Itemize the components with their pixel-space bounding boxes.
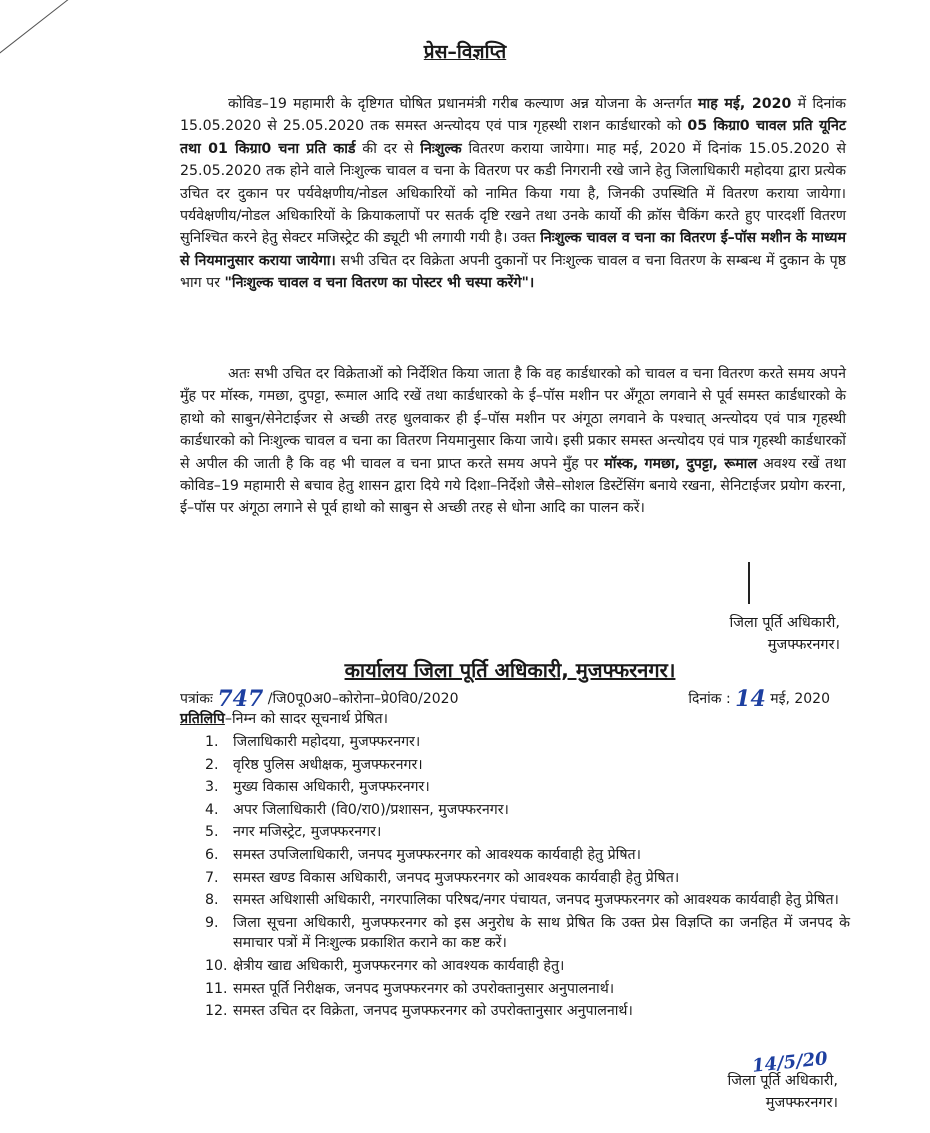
signature-block-1 — [690, 612, 840, 656]
list-item — [205, 913, 850, 954]
text-run: में दिनांक 15.05.2020 से 25.05.2020 तक समस्त अन्त्योदय एवं पात्र गृहस्थी राशन कार्डधारको को — [180, 96, 846, 135]
list-number: 3. — [205, 779, 219, 796]
list-number: 5. — [205, 824, 219, 841]
bold-text-run: निःशुल्क चावल व चना का वितरण ई–पॉस मशीन के माध्यम से नियमानुसार कराया जायेगा। — [180, 230, 846, 269]
date-handwritten-day: 14 — [735, 686, 766, 712]
copy-to-rest: –निम्न को सादर सूचनार्थ प्रेषित। — [224, 711, 389, 727]
list-item-text: मुख्य विकास अधिकारी, मुजफ्फरनगर। — [233, 779, 430, 796]
ref-prefix: पत्रांकः — [180, 691, 213, 707]
list-item — [205, 755, 850, 776]
signature-2-designation: जिला पूर्ति अधिकारी, — [727, 1073, 838, 1089]
signature-2-place: मुजफ्फरनगर। — [765, 1095, 838, 1111]
list-item — [205, 845, 850, 866]
list-number: 12. — [205, 1003, 228, 1020]
list-item — [205, 777, 850, 798]
office-heading: कार्यालय जिला पूर्ति अधिकारी, मुजफ्फरनगर। — [344, 658, 676, 682]
list-number: 7. — [205, 869, 219, 886]
list-item — [205, 1001, 850, 1022]
bold-text-run: "निःशुल्क चावल व चना वितरण का पोस्टर भी चस्पा करेंगे"। — [224, 275, 535, 292]
list-item-text: वृरिष्ठ पुलिस अधीक्षक, मुजफ्फरनगर। — [233, 756, 423, 773]
paragraph-1 — [180, 93, 846, 295]
list-number: 6. — [205, 846, 219, 863]
text-run: कोविड–19 महामारी के दृष्टिगत घोषित प्रधानमंत्री गरीब कल्याण अन्न योजना के अन्तर्गत — [228, 96, 699, 112]
signature-1-designation: जिला पूर्ति अधिकारी, — [729, 615, 840, 631]
bold-text-run: निःशुल्क — [420, 140, 462, 157]
list-number: 9. — [205, 914, 219, 931]
text-run: वितरण कराया जायेगा। माह मई, 2020 में दिनांक 15.05.2020 से 25.05.2020 तक होने वाले निःशुल्क चावल व चना के वितरण पर कडी निगरानी रखे जाने हेतु जिलाधिकारी महोदया द्वारा प्रत्येक उचित दर दुकान पर पर्यवेक्षणीय/नोडल अधिकारियों को नामित किया गया है, जिनकी उपस्थिति में वितरण कराया जायेगा। पर्यवेक्षणीय/नोडल अधिकारियों के क्रियाकलापों पर सतर्क दृष्टि रखने तथा उनके कार्यो की क्रॉस चैकिंग करते हुए पारदर्शी वितरण सुनिश्चित करने हेतु सेक्टर मजिस्ट्रेट की ड्यूटी भी लगायी गयी है। उक्त — [180, 140, 846, 247]
bold-text-run: 05 किग्रा0 चावल प्रति यूनिट तथा 01 किग्रा0 चना प्रति कार्ड — [180, 118, 847, 157]
paragraph-2 — [180, 363, 846, 520]
text-run: की दर से — [355, 140, 421, 157]
list-number: 2. — [205, 756, 219, 773]
list-item-text: समस्त पूर्ति निरीक्षक, जनपद मुजफ्फरनगर को उपरोक्तानुसार अनुपालनार्थ। — [233, 980, 615, 997]
recipients-list — [205, 732, 850, 1024]
list-item-text: जिलाधिकारी महोदया, मुजफ्फरनगर। — [233, 734, 421, 750]
list-item — [205, 800, 850, 821]
list-number: 8. — [205, 892, 219, 909]
bold-text-run: मॉस्क, गमछा, दुपट्टा, रूमाल — [604, 455, 758, 472]
list-number: 1. — [205, 734, 219, 750]
list-item-text: समस्त खण्ड विकास अधिकारी, जनपद मुजफ्फरनगर को आवश्यक कार्यवाही हेतु प्रेषित। — [233, 869, 680, 886]
bold-text-run: माह मई, 2020 — [698, 96, 792, 112]
ref-suffix: /जि0पू0अ0–कोरोना–प्रे0वि0/2020 — [267, 691, 459, 707]
date-label: दिनांक : — [688, 691, 731, 707]
list-item — [205, 732, 850, 753]
text-run: अवश्य रखें तथा कोविड–19 महामारी से बचाव हेतु शासन द्वारा दिये गये दिशा–निर्देशो जैसे–सोशल डिस्टेंसिंग बनाये रखना, सेनिटाईजर प्रयोग करना, ई–पॉस पर अंगूठा लगाने से पूर्व हाथो को साबुन से अच्छी तरह से धोना आदि का पालन करें। — [180, 455, 846, 517]
signature-block-2 — [690, 1070, 838, 1114]
list-number: 11. — [205, 980, 228, 997]
list-item — [205, 890, 850, 911]
copy-to-label — [180, 709, 388, 728]
list-number: 10. — [205, 957, 228, 974]
signature-1-place: मुजफ्फरनगर। — [767, 637, 840, 653]
list-item-text: समस्त अधिशासी अधिकारी, नगरपालिका परिषद/नगर पंचायत, जनपद मुजफ्फरनगर को आवश्यक कार्यवाही हेतु प्रेषित। — [233, 892, 839, 909]
list-item — [205, 979, 850, 1000]
list-item-text: क्षेत्रीय खाद्य अधिकारी, मुजफ्फरनगर को आवश्यक कार्यवाही हेतु। — [233, 957, 565, 974]
text-run: सभी उचित दर विक्रेता अपनी दुकानों पर निःशुल्क चावल व चना वितरण के सम्बन्ध में दुकान के पृष्ठ भाग पर — [180, 252, 846, 292]
list-item-text: अपर जिलाधिकारी (वि0/रा0)/प्रशासन, मुजफ्फरनगर। — [233, 801, 509, 818]
text-run: अतः सभी उचित दर विक्रेताओं को निर्देशित किया जाता है कि वह कार्डधारको को चावल व चना वितरण करते समय अपने मुँह पर मॉस्क, गमछा, दुपट्टा, रूमाल आदि रखें तथा कार्डधारको के ई–पॉस मशीन पर अँगूठा लगवाने से पूर्व समस्त कार्डधारको के हाथो को साबुन/सेनेटाईजर से अच्छी तरह धुलवाकर ही ई–पॉस मशीन पर अंगूठा लगवाने के पश्चात् अन्त्योदय एवं पात्र गृहस्थी कार्डधारको को निःशुल्क चावल व चना का वितरण नियमानुसार किया जाये। इसी प्रकार समस्त अन्त्योदय एवं पात्र गृहस्थी कार्डधारकों से अपील की जाती है कि वह भी चावल व चना प्राप्त करते समय अपने मुँह पर — [180, 366, 846, 472]
list-item-text: समस्त उपजिलाधिकारी, जनपद मुजफ्फरनगर को आवश्यक कार्यवाही हेतु प्रेषित। — [233, 846, 642, 863]
date-rest: मई, 2020 — [770, 691, 830, 707]
list-item-text: समस्त उचित दर विक्रेता, जनपद मुजफ्फरनगर को उपरोक्तानुसार अनुपालनार्थ। — [233, 1003, 633, 1020]
handwritten-date-initials: 14/5/20 — [751, 1048, 829, 1077]
ref-date — [688, 686, 830, 712]
signature-mark — [748, 562, 750, 604]
list-item — [205, 822, 850, 843]
copy-to-bold: प्रतिलिपि — [180, 711, 225, 727]
list-item-text: नगर मजिस्ट्रेट, मुजफ्फरनगर। — [233, 824, 382, 841]
list-item — [205, 956, 850, 977]
list-item-text: जिला सूचना अधिकारी, मुजफ्फरनगर को इस अनुरोध के साथ प्रेषित कि उक्त प्रेस विज्ञप्ति का जनहित में जनपद के समाचार पत्रों में निःशुल्क प्रकाशित कराने का कष्ट करें। — [233, 914, 850, 952]
press-release-title: प्रेस–विज्ञप्ति — [423, 41, 507, 63]
list-number: 4. — [205, 801, 219, 818]
list-item — [205, 868, 850, 889]
reference-row — [180, 686, 830, 712]
ref-handwritten-number: 747 — [217, 686, 264, 712]
